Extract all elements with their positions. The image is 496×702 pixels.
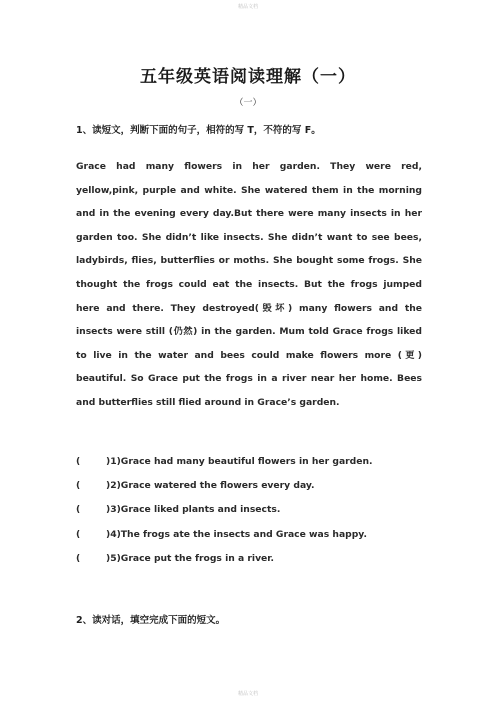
answer-blank-open: ( (76, 480, 81, 492)
question-item (76, 480, 422, 504)
question-list (76, 456, 422, 577)
answer-blank-open: ( (76, 552, 81, 564)
page-title: 五年级英语阅读理解（一） (140, 67, 356, 87)
page-subtitle: （一） (234, 98, 262, 108)
question-text: 4)The frogs ate the insects and Grace was happy. (110, 528, 367, 540)
footer-watermark: 精品文档 (237, 691, 258, 697)
question-text: 1)Grace had many beautiful flowers in her garden. (110, 456, 373, 467)
question-item (76, 504, 422, 528)
answer-blank-close: ) (106, 480, 111, 492)
answer-blank-close: ) (106, 528, 111, 540)
answer-blank-close: ) (106, 504, 111, 516)
header-watermark: 精品文档 (237, 4, 258, 10)
answer-blank-close: ) (106, 456, 111, 467)
question-text: 5)Grace put the frogs in a river. (110, 552, 274, 564)
reading-passage: Grace had many flowers in her garden. They were red, yellow,pink, purple and white. She watered them in the morning and in the evening every day.But there were many insects in her garden too. She didn’t like insects. She didn’t want to see bees, ladybirds, flies, butterflies or moths. She bought some frogs. She thought the frogs could eat the insects. But the frogs jumped here and there. They destroyed(毁坏) many flowers and the insects were still (仍然) in the garden. Mum told Grace frogs liked to live in the water and bees could make flowers more (更) beautiful. So Grace put the frogs in a river near her home. Bees and butterflies still flied around in Grace’s garden. (76, 161, 422, 408)
section2-instruction: 2、读对话，填空完成下面的短文。 (76, 615, 226, 626)
question-text: 3)Grace liked plants and insects. (110, 504, 281, 516)
answer-blank-close: ) (106, 552, 111, 564)
question-item (76, 553, 422, 577)
answer-blank-open: ( (76, 528, 81, 540)
question-item (76, 529, 422, 553)
answer-blank-open: ( (76, 504, 81, 516)
section1-instruction: 1、读短文，判断下面的句子，相符的写 T，不符的写 F。 (76, 125, 321, 136)
question-item (76, 456, 422, 480)
question-text: 2)Grace watered the flowers every day. (110, 480, 315, 492)
answer-blank-open: ( (76, 456, 81, 467)
